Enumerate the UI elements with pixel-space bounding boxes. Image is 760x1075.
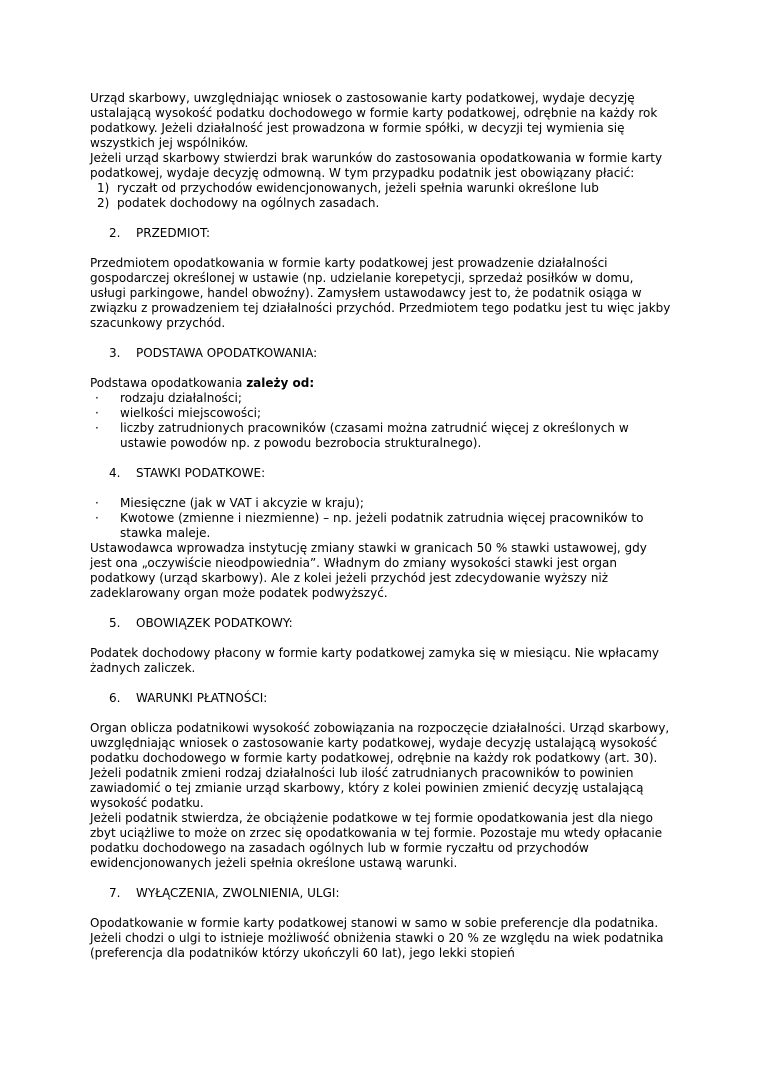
list-item — [90, 181, 672, 196]
document-blocks — [90, 91, 672, 961]
bullet-list — [90, 391, 672, 451]
paragraph — [90, 721, 672, 811]
list-number: 2) — [97, 196, 110, 210]
list-item-text: ryczałt od przychodów ewidencjonowanych, jeżeli spełnia warunki określone lub — [117, 181, 599, 195]
paragraph — [90, 916, 672, 931]
bullet-list — [90, 496, 672, 541]
bullet-icon: · — [95, 421, 99, 435]
list-item-text: podatek dochodowy na ogólnych zasadach. — [117, 196, 380, 210]
section-title: OBOWIĄZEK PODATKOWY: — [136, 616, 293, 630]
paragraph — [90, 151, 672, 181]
section-heading — [90, 691, 672, 706]
bullet-icon: · — [95, 406, 99, 420]
section-heading — [90, 346, 672, 361]
bullet-icon: · — [95, 511, 99, 525]
list-item-text: Miesięczne (jak w VAT i akcyzie w kraju); — [120, 496, 364, 510]
list-item-text: liczby zatrudnionych pracowników (czasami można zatrudnić więcej z określonych w ustawie powodów np. z powodu bezrobocia strukturalnego). — [120, 421, 629, 450]
list-number: 1) — [97, 181, 110, 195]
section-heading — [90, 466, 672, 481]
section-title: WYŁĄCZENIA, ZWOLNIENIA, ULGI: — [136, 886, 340, 900]
text-run: zależy od: — [246, 376, 315, 390]
list-item — [90, 496, 672, 511]
text-run: Opodatkowanie w formie karty podatkowej stanowi w samo w sobie preferencje dla podatnika. — [90, 916, 659, 930]
text-run: Przedmiotem opodatkowania w formie karty podatkowej jest prowadzenie działalności gospodarczej określonej w ustawie (np. udzielanie korepetycji, sprzedaż posiłków w domu, usługi parkingowe, handel obwoźny). Zamysłem ustawodawcy jest to, że podatnik osiąga w związku z prowadzeniem tej działalności przychód. Przedmiotem tego podatku jest tu więc jakby szacunkowy przychód. — [90, 256, 671, 330]
list-item — [90, 391, 672, 406]
list-item-text: rodzaju działalności; — [120, 391, 242, 405]
section-title: WARUNKI PŁATNOŚCI: — [136, 691, 268, 705]
section-number: 6. — [109, 691, 121, 705]
list-item-text: Kwotowe (zmienne i niezmienne) – np. jeżeli podatnik zatrudnia więcej pracowników to stawka maleje. — [120, 511, 644, 540]
section-heading — [90, 886, 672, 901]
list-item — [90, 511, 672, 541]
paragraph — [90, 646, 672, 676]
paragraph — [90, 931, 672, 961]
paragraph — [90, 256, 672, 331]
text-run: Jeżeli podatnik stwierdza, że obciążenie podatkowe w tej formie opodatkowania jest dla niego zbyt uciążliwe to może on zrzec się opodatkowania w tej formie. Pozostaje mu wtedy opłacanie podatku dochodowego na zasadach ogólnych lub w formie ryczałtu od przychodów ewidencjonowanych jeżeli spełnia określone ustawą warunki. — [90, 811, 663, 870]
text-run: Podatek dochodowy płacony w formie karty podatkowej zamyka się w miesiącu. Nie wpłacamy żadnych zaliczek. — [90, 646, 660, 675]
section-number: 7. — [109, 886, 121, 900]
paragraph — [90, 91, 672, 151]
paragraph — [90, 376, 672, 391]
numbered-list — [90, 181, 672, 211]
text-run: Jeżeli chodzi o ulgi to istnieje możliwość obniżenia stawki o 20 % ze względu na wiek podatnika (preferencja dla podatników którzy ukończyli 60 lat), jego lekki stopień — [90, 931, 664, 960]
list-item — [90, 421, 672, 451]
bullet-icon: · — [95, 496, 99, 510]
paragraph — [90, 541, 672, 601]
text-run: Ustawodawca wprowadza instytucję zmiany stawki w granicach 50 % stawki ustawowej, gdy jest ona „oczywiście nieodpowiednia”. Władnym do zmiany wysokości stawki jest organ podatkowy (urząd skarbowy). Ale z kolei jeżeli przychód jest zdecydowanie wyższy niż zadeklarowany organ może podatek podwyższyć. — [90, 541, 647, 600]
section-title: STAWKI PODATKOWE: — [136, 466, 266, 480]
paragraph — [90, 811, 672, 871]
section-title: PODSTAWA OPODATKOWANIA: — [136, 346, 318, 360]
section-heading — [90, 226, 672, 241]
section-heading — [90, 616, 672, 631]
text-run: Podstawa opodatkowania — [90, 376, 247, 390]
text-run: Urząd skarbowy, uwzględniając wniosek o zastosowanie karty podatkowej, wydaje decyzję ustalającą wysokość podatku dochodowego w formie karty podatkowej, odrębnie na każdy rok podatkowy. Jeżeli działalność jest prowadzona w formie spółki, w decyzji tej wymienia się wszystkich jej wspólników. — [90, 91, 658, 150]
text-run: Organ oblicza podatnikowi wysokość zobowiązania na rozpoczęcie działalności. Urząd skarbowy, uwzględniając wniosek o zastosowanie karty podatkowej, wydaje decyzję ustalającą wysokość podatku dochodowego w formie karty podatkowej, odrębnie na każdy rok podatkowy (art. 30). Jeżeli podatnik zmieni rodzaj działalności lub ilość zatrudnianych pracowników to powinien zawiadomić o tej zmianie urząd skarbowy, który z kolei powinien zmienić decyzję ustalającą wysokość podatku. — [90, 721, 670, 810]
section-number: 3. — [109, 346, 121, 360]
list-item — [90, 406, 672, 421]
list-item — [90, 196, 672, 211]
bullet-icon: · — [95, 391, 99, 405]
section-title: PRZEDMIOT: — [136, 226, 211, 240]
section-number: 5. — [109, 616, 121, 630]
list-item-text: wielkości miejscowości; — [120, 406, 262, 420]
text-run: Jeżeli urząd skarbowy stwierdzi brak warunków do zastosowania opodatkowania w formie karty podatkowej, wydaje decyzję odmowną. W tym przypadku podatnik jest obowiązany płacić: — [90, 151, 663, 180]
section-number: 2. — [109, 226, 121, 240]
section-number: 4. — [109, 466, 121, 480]
